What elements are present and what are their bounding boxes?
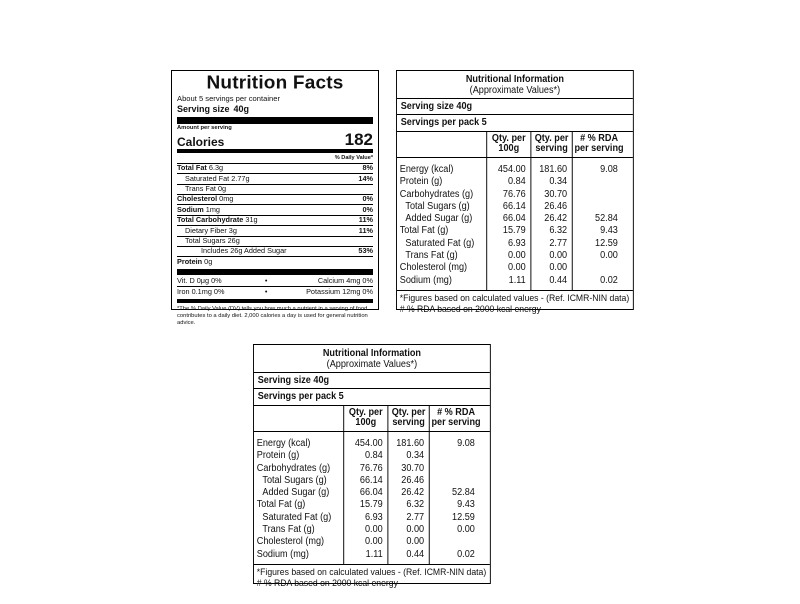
panel-subtitle: (Approximate Values*) xyxy=(469,85,561,97)
divider-medium xyxy=(177,299,373,303)
divider-thick xyxy=(177,117,373,124)
calories-row xyxy=(177,131,373,148)
calories-value: 182 xyxy=(344,130,373,150)
servings-per-pack: Servings per pack 5 xyxy=(397,115,633,131)
values-rda: 9.08 52.84 9.43 12.59 0.00 0.02 xyxy=(572,158,626,290)
daily-value-header: % Daily Value* xyxy=(334,155,373,162)
panel-title: Nutritional Information xyxy=(465,74,564,85)
col-qty-serving: Qty. per serving xyxy=(530,132,571,157)
nutrient-row: Dietary Fiber 3g 11% xyxy=(177,225,373,235)
nutrient-row: Total Sugars 26g xyxy=(177,236,373,246)
divider-medium xyxy=(177,149,373,153)
values-rda: 9.08 52.84 9.43 12.59 0.00 0.02 xyxy=(429,432,483,564)
servings-per-pack: Servings per pack 5 xyxy=(254,389,490,405)
nutrient-row: Protein 0g xyxy=(177,256,373,266)
footnote: *Figures based on calculated values - (Ref. ICMR-NIN data) # % RDA based on 2000 kcal energy xyxy=(256,566,487,588)
footnote: *The % Daily Value (DV) tells you how much a nutrient in a serving of food contributes to a daily diet. 2,000 calories a day is used for general nutrition advice. xyxy=(177,306,368,327)
values-per-100g: 454.00 0.84 76.76 66.14 66.04 15.79 6.93 0.00 0.00 1.11 xyxy=(343,432,387,564)
nutrient-row: Sodium 1mg 0% xyxy=(177,204,373,214)
nutrient-row: Saturated Fat 2.77g 14% xyxy=(177,173,373,183)
panel-title: Nutritional Information xyxy=(322,348,421,359)
col-rda: # % RDA per serving xyxy=(429,406,483,431)
vitamin-row: Vit. D 0μg 0% • Calcium 4mg 0% xyxy=(177,275,373,285)
nutrient-row: Total Fat 6.3g 8% xyxy=(177,163,373,173)
divider-thick xyxy=(177,269,373,275)
col-qty-serving: Qty. per serving xyxy=(387,406,428,431)
values-per-serving: 181.60 0.34 30.70 26.46 26.42 6.32 2.77 0.00 0.00 0.44 xyxy=(387,432,428,564)
amount-per-serving: Amount per serving xyxy=(177,124,232,131)
col-rda: # % RDA per serving xyxy=(572,132,626,157)
serving-size: Serving size 40g xyxy=(254,373,490,389)
column-headers xyxy=(397,132,633,158)
values-per-100g: 454.00 0.84 76.76 66.14 66.04 15.79 6.93 0.00 0.00 1.11 xyxy=(486,158,530,290)
col-qty-100g: Qty. per 100g xyxy=(343,406,387,431)
panel-subtitle: (Approximate Values*) xyxy=(326,359,418,371)
nutrition-facts-title: Nutrition Facts xyxy=(206,73,344,94)
col-qty-100g: Qty. per 100g xyxy=(486,132,530,157)
vitamin-row: Iron 0.1mg 0% • Potassium 12mg 0% xyxy=(177,287,373,297)
nutrient-row: Cholesterol 0mg 0% xyxy=(177,194,373,204)
nutrient-row: Trans Fat 0g xyxy=(177,184,373,194)
column-headers xyxy=(254,406,490,432)
calories-label: Calories xyxy=(177,135,225,150)
serving-size: Serving size 40g xyxy=(177,103,250,114)
nutrient-row: Includes 26g Added Sugar 53% xyxy=(177,246,373,256)
nutrient-table xyxy=(254,432,490,565)
nutrient-names: Energy (kcal) Protein (g) Carbohydrates (g) Total Sugars (g) Added Sugar (g) Total Fat (g) Saturated Fat (g) Trans Fat (g) Cholesterol (mg) Sodium (mg) xyxy=(399,163,475,286)
values-per-serving: 181.60 0.34 30.70 26.46 26.42 6.32 2.77 0.00 0.00 0.44 xyxy=(530,158,571,290)
nutrition-facts-panel xyxy=(171,70,379,327)
nutritional-information-panel xyxy=(253,344,491,588)
panel-header xyxy=(397,71,633,99)
footnote: *Figures based on calculated values - (Ref. ICMR-NIN data) # % RDA based on 2000 kcal energy xyxy=(399,292,630,314)
servings-per-container: About 5 servings per container xyxy=(177,93,280,103)
nutrient-row: Total Carbohydrate 31g 11% xyxy=(177,215,373,225)
nutrient-names: Energy (kcal) Protein (g) Carbohydrates (g) Total Sugars (g) Added Sugar (g) Total Fat (g) Saturated Fat (g) Trans Fat (g) Cholesterol (mg) Sodium (mg) xyxy=(256,437,332,560)
nutritional-information-panel xyxy=(396,70,634,314)
nutrient-table xyxy=(397,158,633,291)
panel-header xyxy=(254,345,490,373)
serving-size: Serving size 40g xyxy=(397,99,633,115)
